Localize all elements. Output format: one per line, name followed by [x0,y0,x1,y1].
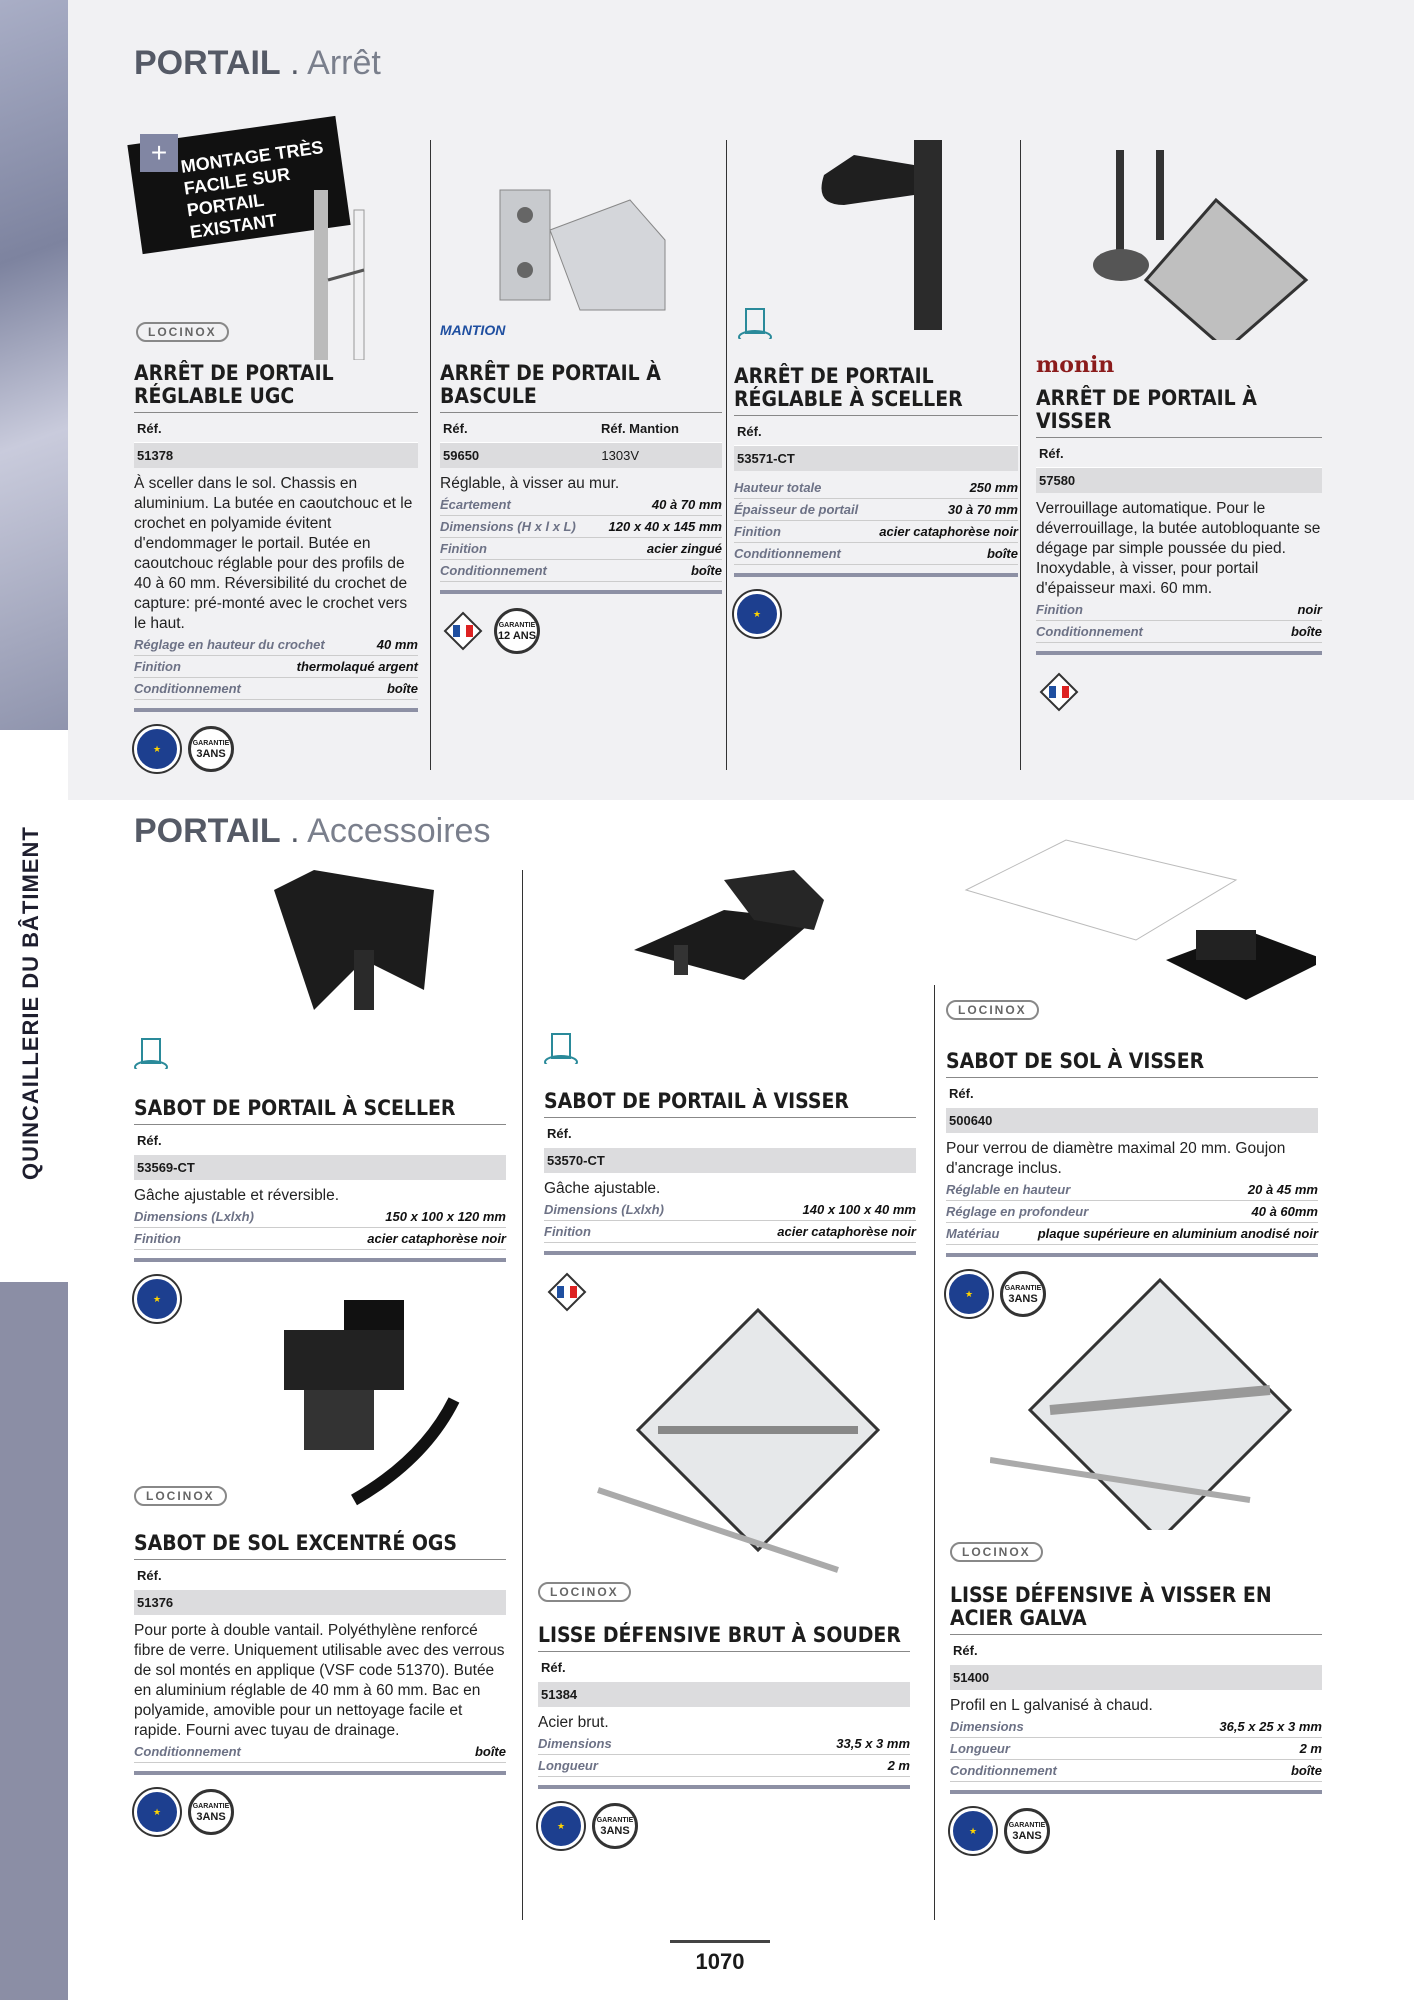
plus-icon: + [140,134,178,172]
spec-row: Dimensions 36,5 x 25 x 3 mm [950,1716,1322,1738]
ref-value: 57580 [1036,468,1322,493]
page-number: 1070 [670,1940,770,1975]
product-description: Acier brut. [538,1714,609,1731]
spec-row: Réglage en hauteur du crochet 40 mm [134,634,418,656]
product-image [734,135,1018,363]
ref-header: Réf. [1036,438,1322,468]
product-image [1036,140,1322,385]
ref-header: Réf. [946,1078,1318,1108]
promo-banner: MONTAGE TRÈS FACILE SUR PORTAIL EXISTANT [127,116,350,254]
product-card [538,1310,910,1849]
warranty-badge-icon: GARANTIE 12 ANS [494,608,540,654]
ref-header: Réf. [734,416,1018,446]
product-name: ARRÊT DE PORTAIL À VISSER [1036,387,1322,438]
product-image [544,860,916,1088]
spec-row: Conditionnement boîte [1036,621,1322,643]
brand-logo-locinox: LOCINOX [134,1486,227,1506]
product-card [440,150,722,654]
warranty-badge-icon: GARANTIE 3ANS [592,1803,638,1849]
product-description: Pour verrou de diamètre maximal 20 mm. Goujon d'ancrage inclus. [946,1140,1286,1177]
made-in-france-icon [440,608,486,654]
card-underline [538,1785,910,1789]
spec-row: Dimensions 33,5 x 3 mm [538,1733,910,1755]
card-underline [134,1258,506,1262]
spec-row: Conditionnement boîte [134,678,418,700]
ref-value: 51400 [950,1665,1322,1690]
ref-header: Réf. [134,1125,506,1155]
ref-header: Réf. [134,1560,506,1590]
product-image [946,820,1318,1048]
eu-badge-icon: ★ [950,1808,996,1854]
brand-logo-locinox: LOCINOX [538,1582,631,1602]
product-name: ARRÊT DE PORTAIL À BASCULE [440,362,722,413]
spec-row: Finition acier cataphorèse noir [734,521,1018,543]
ref-header: Réf. [538,1652,910,1682]
spec-row: Longueur 2 m [950,1738,1322,1760]
badges [134,726,418,772]
spec-row: Finition acier cataphorèse noir [544,1221,916,1243]
badges [734,591,1018,637]
product-name: SABOT DE PORTAIL À VISSER [544,1090,916,1118]
product-description: Réglable, à visser au mur. [440,475,620,492]
card-underline [946,1253,1318,1257]
divider [726,140,727,770]
ref-value: 53571-CT [734,446,1018,471]
brand-logo-torbel [544,1030,578,1069]
spec-row: Dimensions (Lxlxh) 150 x 100 x 120 mm [134,1206,506,1228]
warranty-badge-icon: GARANTIE 3ANS [1004,1808,1050,1854]
badges [134,1789,506,1835]
spec-row: Réglable en hauteur 20 à 45 mm [946,1179,1318,1201]
spec-row: Conditionnement boîte [440,560,722,582]
divider [430,140,431,770]
badges [538,1803,910,1849]
brand-logo-mantion: MANTION [440,322,506,338]
product-image [440,150,722,360]
product-description: À sceller dans le sol. Chassis en aluminium. La butée en caoutchouc et le crochet en polyamide évitent d'endommager le portail. Butée en caoutchouc réglable pour des profils de 40 à 60 mm. Réversibilité du crochet de capture: pré-monté avec le crochet vers le haut. [134,475,413,632]
product-drawing [490,170,670,320]
warranty-badge-icon: GARANTIE 3ANS [188,726,234,772]
card-underline [1036,651,1322,655]
badges [440,608,722,654]
eu-badge-icon: ★ [538,1803,584,1849]
side-decor-bottom [0,1282,68,2000]
product-drawing [558,1280,898,1580]
product-card [946,820,1318,1317]
divider [522,870,523,1920]
product-description: Profil en L galvanisé à chaud. [950,1697,1153,1714]
brand-logo-locinox: LOCINOX [950,1542,1043,1562]
spec-row: Conditionnement boîte [134,1741,506,1763]
product-name: SABOT DE PORTAIL À SCELLER [134,1097,506,1125]
spec-row: Matériau plaque supérieure en aluminium anodisé noir [946,1223,1318,1245]
card-underline [544,1251,916,1255]
divider [1020,140,1021,770]
spec-row: Conditionnement boîte [950,1760,1322,1782]
brand-logo-locinox: LOCINOX [136,322,229,342]
eu-badge-icon: ★ [134,1789,180,1835]
product-card [134,120,418,772]
spec-row: Longueur 2 m [538,1755,910,1777]
ref-value: 53570-CT [544,1148,916,1173]
made-in-france-icon [1036,669,1082,715]
product-drawing [1076,150,1316,340]
card-underline [134,708,418,712]
eu-badge-icon: ★ [134,1276,180,1322]
ref-header: Réf. [134,413,418,443]
badges [1036,669,1322,715]
product-image [134,1290,506,1530]
product-description: Gâche ajustable et réversible. [134,1187,340,1204]
product-card [1036,140,1322,715]
product-drawing [990,1270,1310,1530]
spec-row: Écartement 40 à 70 mm [440,494,722,516]
product-card [544,860,916,1315]
ref-header: Réf. [544,1118,916,1148]
product-name: SABOT DE SOL À VISSER [946,1050,1318,1078]
card-underline [734,573,1018,577]
ref-value: 51384 [538,1682,910,1707]
divider [934,985,935,1920]
eu-badge-icon: ★ [134,726,180,772]
warranty-badge-icon: GARANTIE 3ANS [188,1789,234,1835]
spec-row: Finition acier zingué [440,538,722,560]
product-image [134,860,506,1095]
product-card [734,135,1018,637]
brand-logo-monin: monin [1036,352,1115,378]
product-name: LISSE DÉFENSIVE BRUT À SOUDER [538,1624,910,1652]
brand-logo-torbel [738,305,772,344]
product-drawing [624,860,854,990]
brand-logo-torbel [134,1035,168,1074]
side-band [0,0,68,2000]
product-drawing [254,160,424,360]
side-decor-top [0,0,68,730]
ref-value: 53569-CT [134,1155,506,1180]
product-name: SABOT DE SOL EXCENTRÉ OGS [134,1532,506,1560]
product-name: LISSE DÉFENSIVE À VISSER EN ACIER GALVA [950,1584,1322,1635]
eu-badge-icon: ★ [946,1271,992,1317]
ref-header: Réf. Réf. Mantion [440,413,722,443]
ref-value: 500640 [946,1108,1318,1133]
ref-value: 51378 [134,443,418,468]
product-image [950,1270,1322,1582]
spec-row: Réglage en profondeur 40 à 60mm [946,1201,1318,1223]
product-card [134,1290,506,1835]
section-title-arret: PORTAIL . Arrêt [134,44,381,82]
spec-row: Finition acier cataphorèse noir [134,1228,506,1250]
product-description: Verrouillage automatique. Pour le déverrouillage, la butée autobloquante se dégage par simple poussée du pied. Inoxydable, à visser, pour portail d'épaisseur maxi. 60 mm. [1036,500,1321,597]
ref-header: Réf. [950,1635,1322,1665]
product-name: ARRÊT DE PORTAIL RÉGLABLE À SCELLER [734,365,1018,416]
spec-row: Dimensions (Lxlxh) 140 x 100 x 40 mm [544,1199,916,1221]
eu-badge-icon: ★ [734,591,780,637]
product-description: Gâche ajustable. [544,1180,661,1197]
card-underline [440,590,722,594]
spec-row: Finition noir [1036,599,1322,621]
product-description: Pour porte à double vantail. Polyéthylène renforcé fibre de verre. Uniquement utilisable avec des verrous de sol montés en applique (VSF code 51370). Butée en aluminium réglable de 40 mm à 60 mm. Bac en polyamide, amovible pour un nettoyage facile et rapide. Fourni avec tuyau de drainage. [134,1622,505,1739]
card-underline [134,1771,506,1775]
spec-row: Hauteur totale 250 mm [734,477,1018,499]
ref-value: 59650 1303V [440,443,722,468]
product-drawing [254,870,454,1040]
product-drawing [274,1300,474,1510]
badges [950,1808,1322,1854]
product-image [134,120,418,360]
spec-row: Dimensions (H x l x L) 120 x 40 x 145 mm [440,516,722,538]
warranty-badge-icon: GARANTIE 3ANS [1000,1271,1046,1317]
product-card [950,1290,1322,1854]
card-underline [950,1790,1322,1794]
sidebar-label: QUINCAILLERIE DU BÂTIMENT [18,826,43,1180]
product-image [538,1280,910,1622]
section-title-accessoires: PORTAIL . Accessoires [134,812,491,850]
product-name: ARRÊT DE PORTAIL RÉGLABLE UGC [134,362,418,413]
spec-row: Épaisseur de portail 30 à 70 mm [734,499,1018,521]
spec-row: Conditionnement boîte [734,543,1018,565]
product-card [134,860,506,1322]
brand-logo-locinox: LOCINOX [946,1000,1039,1020]
product-drawing [774,135,974,335]
spec-row: Finition thermolaqué argent [134,656,418,678]
ref-value: 51376 [134,1590,506,1615]
